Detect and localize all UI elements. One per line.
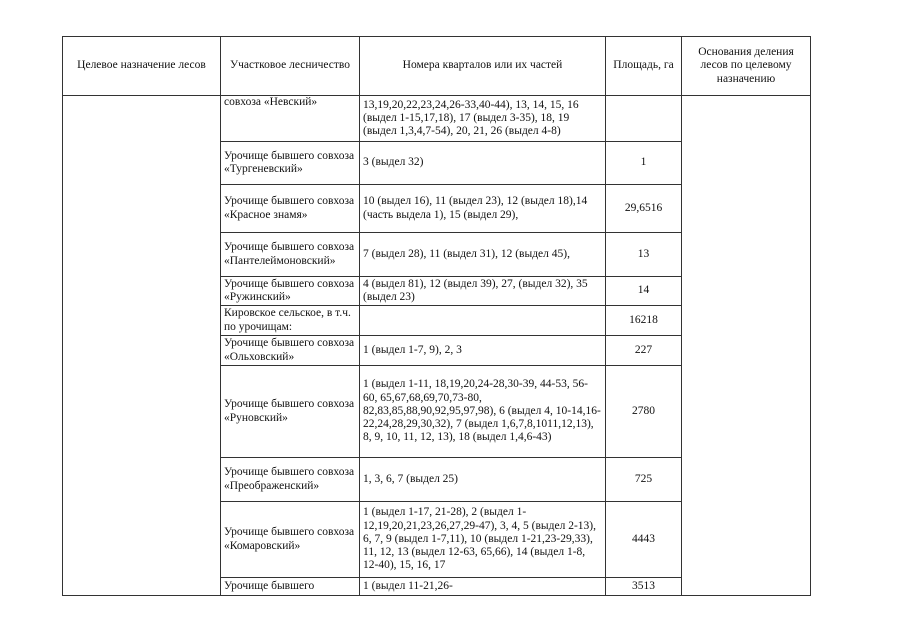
header-purpose: Целевое назначение лесов: [63, 37, 221, 96]
forestry-name: Урочище бывшего совхоза «Пантелеймоновский»: [221, 233, 360, 277]
header-basis: Основания деления лесов по целевому назначению: [682, 37, 811, 96]
quarters-cell: 13,19,20,22,23,24,26-33,40-44), 13, 14, 15, 16 (выдел 1-15,17,18), 17 (выдел 3-35), 18, 19 (выдел 1,3,4,7-54), 20, 21, 26 (выдел 4-8): [360, 96, 606, 142]
area-cell: 725: [606, 458, 682, 502]
forestry-name: Урочище бывшего: [221, 578, 360, 596]
area-cell: [606, 96, 682, 142]
quarters-cell: 1 (выдел 11-21,26-: [360, 578, 606, 596]
area-cell: 3513: [606, 578, 682, 596]
area-cell: 16218: [606, 306, 682, 336]
quarters-cell: 1, 3, 6, 7 (выдел 25): [360, 458, 606, 502]
forestry-name: Кировское сельское, в т.ч. по урочищам:: [221, 306, 360, 336]
area-cell: 2780: [606, 366, 682, 458]
header-row: [63, 37, 811, 96]
area-cell: 4443: [606, 502, 682, 578]
forestry-name: Урочище бывшего совхоза «Преображенский»: [221, 458, 360, 502]
area-cell: 13: [606, 233, 682, 277]
forestry-name: Урочище бывшего совхоза «Ружинский»: [221, 277, 360, 306]
header-quarters: Номера кварталов или их частей: [360, 37, 606, 96]
forestry-name: Урочище бывшего совхоза «Руновский»: [221, 366, 360, 458]
quarters-cell: 10 (выдел 16), 11 (выдел 23), 12 (выдел 18),14 (часть выдела 1), 15 (выдел 29),: [360, 185, 606, 233]
forestry-name: Урочище бывшего совхоза «Ольховский»: [221, 336, 360, 366]
area-cell: 14: [606, 277, 682, 306]
forestry-name: совхоза «Невский»: [221, 96, 360, 142]
area-cell: 227: [606, 336, 682, 366]
basis-cell: [682, 96, 811, 596]
quarters-cell: [360, 306, 606, 336]
forestry-name: Урочище бывшего совхоза «Тургеневский»: [221, 142, 360, 185]
forestry-name: Урочище бывшего совхоза «Комаровский»: [221, 502, 360, 578]
purpose-cell: [63, 96, 221, 596]
forest-purpose-table: [62, 36, 811, 596]
quarters-cell: 1 (выдел 1-7, 9), 2, 3: [360, 336, 606, 366]
forestry-name: Урочище бывшего совхоза «Красное знамя»: [221, 185, 360, 233]
quarters-cell: 1 (выдел 1-17, 21-28), 2 (выдел 1-12,19,20,21,23,26,27,29-47), 3, 4, 5 (выдел 2-13), 6, 7, 9 (выдел 1-7,11), 10 (выдел 1-21,23-29,33), 11, 12, 13 (выдел 12-63, 65,66), 14 (выдел 1-8, 12-40), 15, 16, 17: [360, 502, 606, 578]
area-cell: 1: [606, 142, 682, 185]
header-forestry: Участковое лесничество: [221, 37, 360, 96]
quarters-cell: 1 (выдел 1-11, 18,19,20,24-28,30-39, 44-53, 56-60, 65,67,68,69,70,73-80, 82,83,85,88,90,92,95,97,98), 6 (выдел 4, 10-14,16-22,24,28,29,30,32), 7 (выдел 1,6,7,8,1011,12,13), 8, 9, 10, 11, 12, 13), 18 (выдел 1,4,6-43): [360, 366, 606, 458]
header-area: Площадь, га: [606, 37, 682, 96]
quarters-cell: 4 (выдел 81), 12 (выдел 39), 27, (выдел 32), 35 (выдел 23): [360, 277, 606, 306]
table-row: [63, 96, 811, 142]
quarters-cell: 7 (выдел 28), 11 (выдел 31), 12 (выдел 45),: [360, 233, 606, 277]
quarters-cell: 3 (выдел 32): [360, 142, 606, 185]
area-cell: 29,6516: [606, 185, 682, 233]
